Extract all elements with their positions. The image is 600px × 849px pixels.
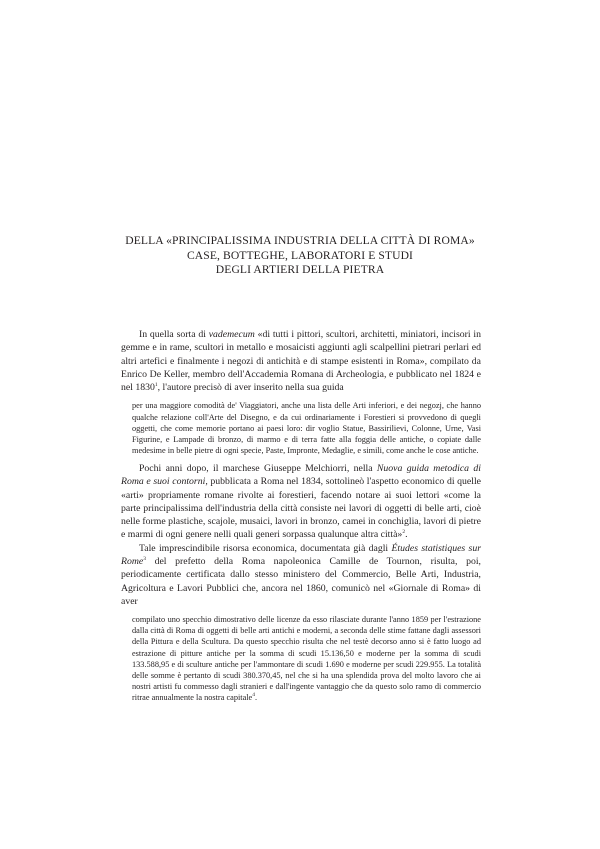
paragraph-3: Tale imprescindibile risorsa economica, documentata già dagli Études statistiques sur Rome$^3$ del prefetto della Roma napoleonica Camille de Tournon, risulta, poi, periodicamente certificata dallo stesso ministero del Commercio, Belle Arti, Industria, Agricoltura e Lavori Pubblici che, ancora nel 1860, comunicò nel «Giornale di Roma» di aver: [121, 542, 481, 607]
guide-title-italic: Nuova guida metodica di Roma e suoi contorni: [121, 462, 481, 488]
title-line-1: DELLA «PRINCIPALISSIMA INDUSTRIA DELLA CITTÀ DI ROMA»: [125, 234, 475, 247]
footnote-ref-1[interactable]: 1: [154, 381, 158, 388]
paragraph-2: Pochi anni dopo, il marchese Giuseppe Melchiorri, nella Nuova guida metodica di Roma e suoi contorni, pubblicata a Roma nel 1834, sottolineò l'aspetto economico di quelle «arti» propriamente romane rivolte ai forestieri, facendo notare ai suoi lettori «come la parte principalissima dell'industria della città consiste nei lavori di oggetti di belle arti, cioè nelle forme plastiche, scajole, musaici, lavori in bronzo, camei in conchiglia, lavori di pietre e marmi di ogni genere nelli quali generi sorpassa qualunque altra città»$^2$.: [121, 462, 482, 541]
body-text: [121, 328, 481, 709]
footnote-ref-4[interactable]: 4: [252, 692, 255, 699]
title-line-3: DEGLI ARTIERI DELLA PIETRA: [215, 263, 385, 277]
footnote-ref-2[interactable]: 2: [402, 529, 406, 536]
block-quote-2: compilato uno specchio dimostrativo delle licenze da esso rilasciate durante l'anno 1859 per l'estrazione dalla città di Roma di oggetti di belle arti antichi e moderni, a seconda delle stime fattane dagli assessori della Pittura e della Scultura. Da questo specchio risulta che nel testè decorso anno si è fatto luogo ad estrazione di pitture antiche per la somma di scudi 15.136,50 e moderne per la somma di scudi 133.588,95 e di sculture antiche per l'ammontare di scudi 1.690 e moderne per scudi 229.955. La totalità delle somme è pertanto di scudi 380.370,45, nel che si ha una splendida prova del molto lavoro che ai nostri artisti fu commesso dagli stranieri e dall'ingente vantaggio che da questo solo ramo di commercio ritrae annualmente la nostra capitale$^4$.: [132, 615, 481, 702]
vademecum-italic: vademecum: [208, 329, 255, 340]
etudes-title-italic: Études statistiques sur Rome: [121, 542, 481, 568]
footnote-ref-3[interactable]: 3: [143, 555, 146, 562]
chapter-title: [95, 234, 505, 278]
block-quote-1: per una maggiore comodità de' Viaggiatori, anche una lista delle Arti inferiori, e dei negozj, che hanno qualche relazione coll'Arte del Disegno, e da cui ordinariamente i Forestieri si provvedono di quegli oggetti, che come memorie portano ai paesi loro: dir voglio Statue, Bassirilievi, Colonne, Urne, Vasi Figurine, e Lampade di bronzo, di marmo e di terra fatte alla foggia delle antiche, o copiate dalle medesime in belle pietre di ogni specie, Paste, Impronte, Medaglie, e simili, come anche le cose antiche.: [132, 401, 481, 455]
paragraph-1: In quella sorta di vademecum «di tutti i pittori, scultori, architetti, miniatori, incisori in gemme e in rame, scultori in metallo e mosaicisti aggiunti agli scalpellini pietrari perlari ed altri artefici e finalmente i negozi di antichità e di stampe esistenti in Roma», compilato da Enrico De Keller, membro dell'Accademia Romana di Archeologia, e pubblicato nel 1824 e nel 1830$^1$, l'autore precisò di aver inserito nella sua guida: [121, 329, 481, 394]
title-line-2: CASE, BOTTEGHE, LABORATORI E STUDI: [186, 248, 414, 262]
